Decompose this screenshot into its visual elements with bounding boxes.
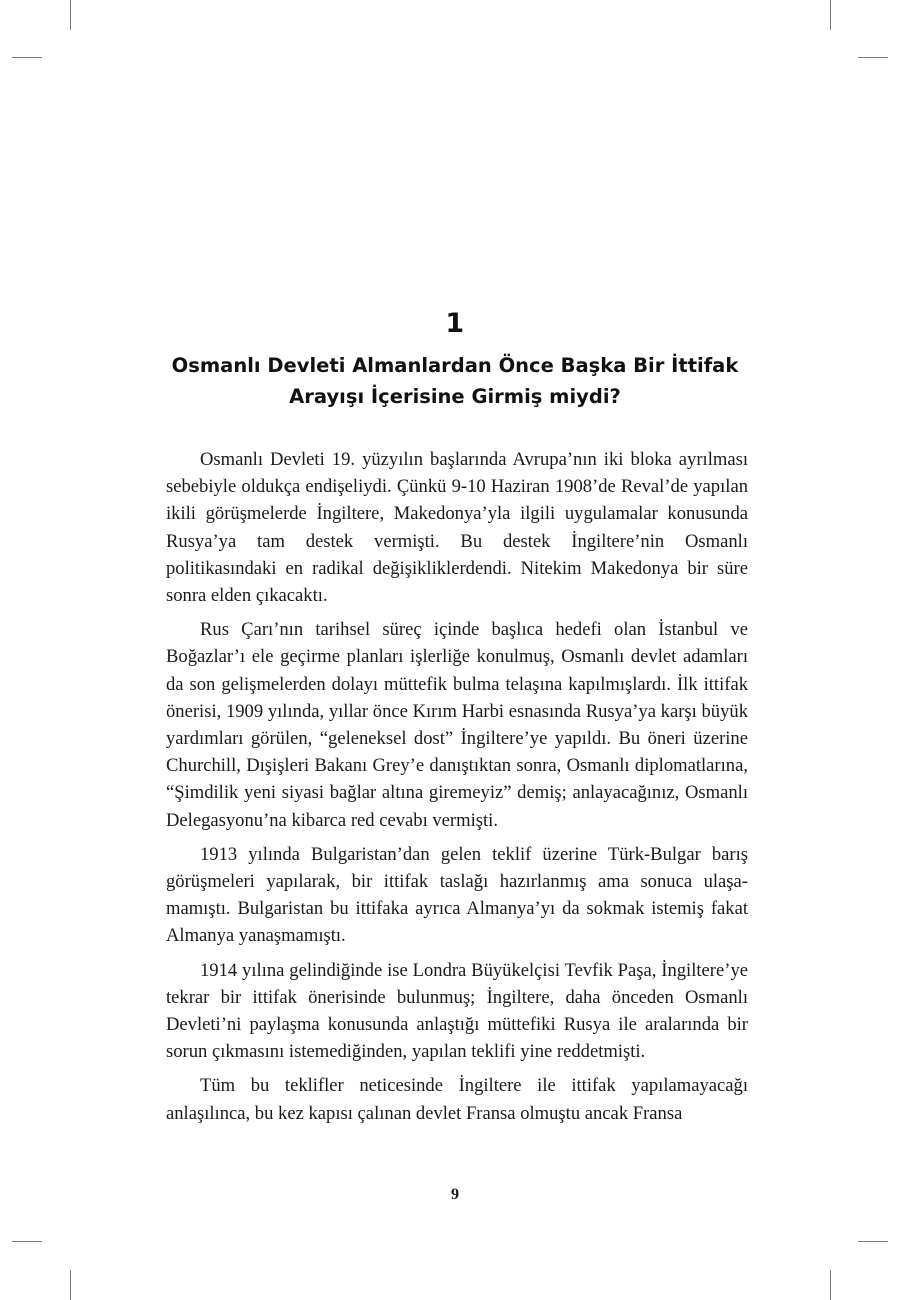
paragraph: 1913 yılında Bulgaristan’dan gelen teklif üzerine Türk-Bulgar barış görüşmeleri yapılarak, bir ittifak taslağı hazırlanmış ama sonuca ulaşamamıştı. Bulgaristan bu ittifaka ayrıca Almanya’yı da sokmak istemiş fakat Almanya yanaşmamıştı. <box>166 843 748 947</box>
body-text <box>166 446 748 1134</box>
crop-mark-top-left-vertical <box>70 0 71 30</box>
chapter-title <box>150 350 760 412</box>
crop-mark-bottom-left-horizontal <box>12 1241 42 1242</box>
chapter-title-line-1: Osmanlı Devleti Almanlardan Önce Başka Bir İttifak <box>171 354 739 377</box>
crop-mark-bottom-right-vertical <box>830 1270 831 1300</box>
page-number: 9 <box>451 1186 459 1203</box>
chapter-title-line-2: Arayışı İçerisine Girmiş miydi? <box>289 385 621 408</box>
crop-mark-bottom-left-vertical <box>70 1270 71 1300</box>
chapter-number: 1 <box>445 308 465 339</box>
crop-mark-top-left-horizontal <box>12 57 42 58</box>
crop-mark-top-right-vertical <box>830 0 831 30</box>
paragraph: 1914 yılına gelindiğinde ise Londra Büyükelçisi Tevfik Paşa, İngiltere’ye tekrar bir ittifak önerisinde bulunmuş; İngiltere, daha önceden Osmanlı Devleti’ni paylaşma konusunda anlaştığı müttefiki Rusya ile aralarında bir sorun çıkmasını istemediğinden, yapılan teklifi yine reddetmişti. <box>166 959 748 1063</box>
crop-mark-bottom-right-horizontal <box>858 1241 888 1242</box>
crop-mark-top-right-horizontal <box>858 57 888 58</box>
paragraph: Rus Çarı’nın tarihsel süreç içinde başlıca hedefi olan İstanbul ve Boğazlar’ı ele geçirme planları işlerliğe konulmuş, Osmanlı devlet adamları da son gelişmelerden dolayı müttefik bulma telaşına kapılmışlardı. İlk ittifak önerisi, 1909 yılında, yıllar önce Kırım Harbi esnasında Rusya’ya karşı büyük yardımları görülen, “geleneksel dost” İngiltere’ye yapıldı. Bu öneri üzerine Churchill, Dışişleri Bakanı Grey’e danıştıktan sonra, Osmanlı diplomatlarına, “Şimdilik yeni siyasi bağlar altına giremeyiz” demiş; anlayacağınız, Osmanlı Delegasyonu’na kibarca red cevabı vermişti. <box>166 619 748 831</box>
paragraph: Tüm bu teklifler neticesinde İngiltere ile ittifak yapılamayacağı anlaşılınca, bu kez kapısı çalınan devlet Fransa olmuştu ancak Fransa <box>166 1075 748 1124</box>
paragraph: Osmanlı Devleti 19. yüzyılın başlarında Avrupa’nın iki bloka ayrılması sebebiyle oldukça endişeliydi. Çünkü 9-10 Haziran 1908’de Reval’de yapılan ikili görüşmelerde İngiltere, Makedonya’yla ilgili uygulamalar konusunda Rusya’ya tam destek vermişti. Bu destek İngiltere’nin Osmanlı politikasındaki en radikal değişikliklerdendi. Nitekim Makedonya bir süre sonra elden çıkacaktı. <box>166 449 748 607</box>
